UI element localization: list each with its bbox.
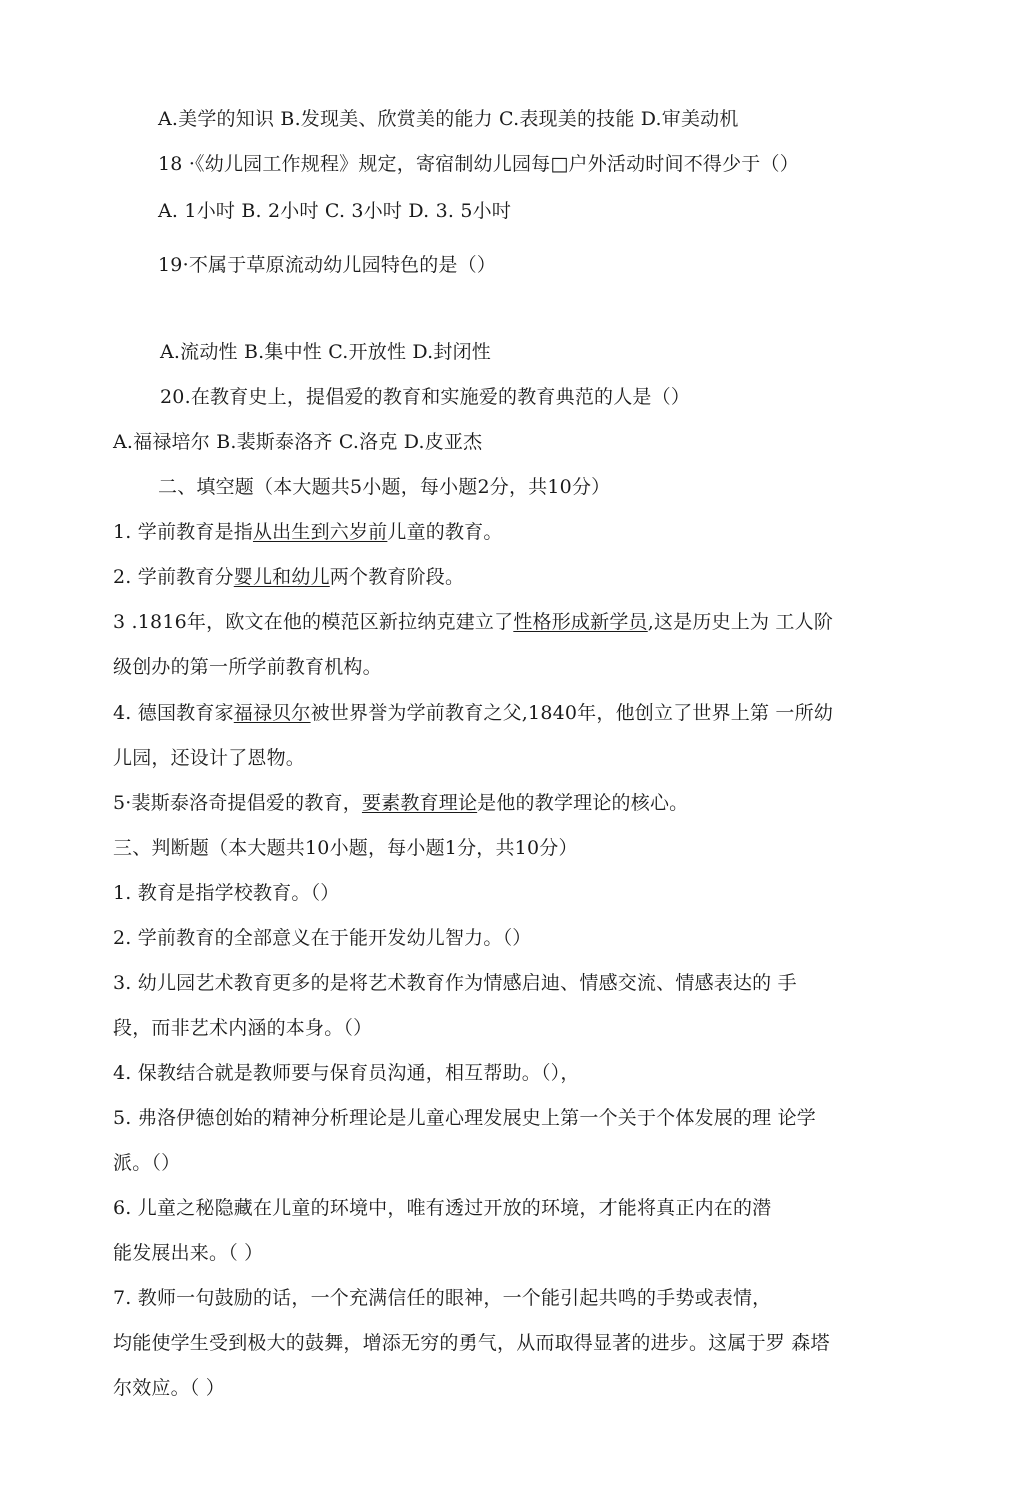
fill-q4: [113, 700, 833, 726]
fill-q1-text-end: 儿童的教育。: [387, 521, 503, 543]
judge-q7-continuation-2: 尔效应。（ ）: [113, 1377, 225, 1399]
fill-q4-answer: 福禄贝尔: [233, 702, 311, 724]
judge-q2: 2. 学前教育的全部意义在于能开发幼儿智力。（）: [113, 927, 532, 949]
q20-question: 20.在教育史上，提倡爱的教育和实施爱的教育典范的人是（）: [160, 386, 691, 408]
judge-q6: 6. 儿童之秘隐藏在儿童的环境中，唯有透过开放的环境，才能将真正内在的潜: [113, 1197, 772, 1219]
fill-q1: [113, 519, 503, 545]
fill-q3-continuation: 级创办的第一所学前教育机构。: [113, 656, 382, 678]
judge-q1: 1. 教育是指学校教育。（）: [113, 882, 340, 904]
fill-q1-text: 1. 学前教育是指: [113, 521, 253, 543]
judge-q4: 4. 保教结合就是教师要与保育员沟通，相互帮助。（），: [113, 1062, 580, 1084]
q18-options: A. 1小吋 B. 2小吋 C. 3小吋 D. 3. 5小吋: [158, 200, 512, 222]
judge-q5-continuation: 派。（）: [113, 1152, 181, 1174]
fill-q3-text-end: ,这是历史上为 工人阶: [647, 611, 834, 633]
fill-q3-answer: 性格形成新学员: [513, 611, 648, 633]
q17-options: A.美学的知识 B.发现美、欣赏美的能力 C.表现美的技能 D.审美动机: [158, 108, 739, 130]
fill-q2-answer: 婴儿和幼儿: [233, 566, 330, 588]
fill-q5-text-end: 是他的教学理论的核心。: [477, 792, 689, 814]
fill-q3: [113, 609, 833, 635]
fill-q5-text: 5·裴斯泰洛奇提倡爱的教育，: [113, 792, 362, 814]
fill-q2-text-end: 两个教育阶段。: [329, 566, 465, 588]
q19-options: A.流动性 B.集中性 C.开放性 D.封闭性: [160, 341, 491, 363]
q20-options: A.福禄培尔 B.裴斯泰洛齐 C.洛克 D.皮亚杰: [113, 431, 483, 453]
fill-q5-answer: 要素教育理论: [361, 792, 478, 814]
judge-q3: 3. 幼儿园艺术教育更多的是将艺术教育作为情感启迪、情感交流、情感表达的 手: [113, 972, 797, 994]
fill-section-heading: 二、填空题（本大题共5小题，每小题2分，共10分）: [158, 476, 611, 498]
fill-q5: [113, 790, 688, 816]
q18-question: 18 ·《幼儿园工作规程》规定，寄宿制幼儿园每□户外活动时间不得少于（）: [158, 153, 799, 175]
fill-q3-text: 3 .1816年，欧文在他的模范区新拉纳克建立了: [113, 611, 514, 633]
judge-q7-continuation: 均能使学生受到极大的鼓舞，增添无穷的勇气，从而取得显著的进步。这属于罗 森塔: [113, 1332, 830, 1354]
judge-q3-continuation: 段，而非艺术内涵的本身。（）: [113, 1017, 373, 1039]
fill-q1-answer: 从出生到六岁前: [252, 521, 388, 543]
judge-q6-continuation: 能发展出来。（ ）: [113, 1242, 264, 1264]
judge-q5: 5. 弗洛伊德创始的精神分析理论是儿童心理发展史上第一个关于个体发展的理 论学: [113, 1107, 817, 1129]
judge-q7: 7. 教师一句鼓励的话，一个充满信任的眼神，一个能引起共鸣的手势或表情，: [113, 1287, 772, 1309]
fill-q2: [113, 564, 464, 590]
judge-section-heading: 三、判断题（本大题共10小题，每小题1分，共10分）: [113, 837, 578, 859]
fill-q4-text: 4. 德国教育家: [113, 702, 234, 724]
fill-q4-continuation: 儿园，还设计了恩物。: [113, 747, 306, 769]
fill-q4-text-end: 被世界誉为学前教育之父,1840年，他创立了世界上第 一所幼: [310, 702, 834, 724]
q19-question: 19·不属于草原流动幼儿园特色的是（）: [158, 254, 497, 276]
fill-q2-text: 2. 学前教育分: [113, 566, 234, 588]
